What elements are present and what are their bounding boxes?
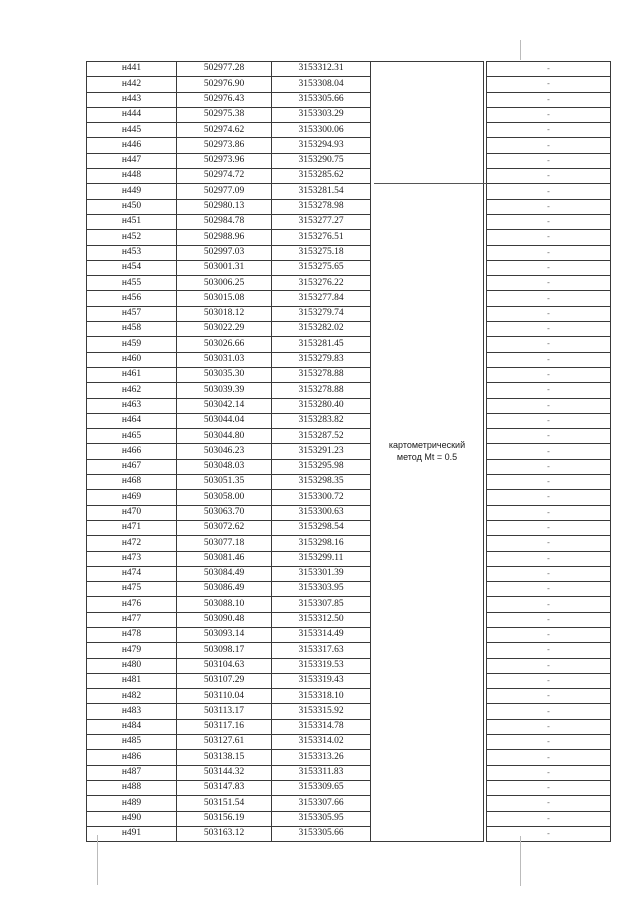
accuracy-cell: - (487, 643, 611, 658)
table-row (87, 627, 611, 642)
accuracy-cell: - (487, 444, 611, 459)
table-row (87, 291, 611, 306)
method-label: картометрический (388, 440, 466, 451)
coordinate-x: 503018.12 (177, 306, 272, 321)
coordinate-y: 3153300.06 (272, 123, 371, 138)
coordinate-x: 502988.96 (177, 230, 272, 245)
point-id: н485 (87, 735, 177, 750)
point-id: н448 (87, 169, 177, 184)
coordinate-x: 503046.23 (177, 444, 272, 459)
point-id: н459 (87, 337, 177, 352)
point-id: н487 (87, 765, 177, 780)
accuracy-cell: - (487, 475, 611, 490)
table-row (87, 643, 611, 658)
coordinate-x: 503051.35 (177, 475, 272, 490)
accuracy-cell: - (487, 704, 611, 719)
point-id: н461 (87, 367, 177, 382)
coordinate-x: 503077.18 (177, 536, 272, 551)
point-id: н480 (87, 658, 177, 673)
coordinate-x: 503117.16 (177, 719, 272, 734)
coordinate-y: 3153313.26 (272, 750, 371, 765)
scan-artifact (520, 836, 521, 886)
coordinate-y: 3153305.66 (272, 826, 371, 841)
coordinate-x: 503147.83 (177, 780, 272, 795)
coordinate-y: 3153307.85 (272, 597, 371, 612)
point-id: н481 (87, 673, 177, 688)
table-row (87, 796, 611, 811)
point-id: н470 (87, 505, 177, 520)
coordinate-x: 503088.10 (177, 597, 272, 612)
accuracy-cell: - (487, 92, 611, 107)
coordinate-x: 503026.66 (177, 337, 272, 352)
coordinate-y: 3153276.51 (272, 230, 371, 245)
table-row (87, 612, 611, 627)
coordinate-x: 503151.54 (177, 796, 272, 811)
accuracy-cell: - (487, 689, 611, 704)
point-id: н484 (87, 719, 177, 734)
table-row (87, 367, 611, 382)
table-row (87, 230, 611, 245)
point-id: н472 (87, 536, 177, 551)
point-id: н441 (87, 62, 177, 77)
coordinate-x: 503048.03 (177, 459, 272, 474)
coordinate-y: 3153282.02 (272, 322, 371, 337)
table-row (87, 245, 611, 260)
coordinate-x: 503156.19 (177, 811, 272, 826)
coordinate-x: 502976.43 (177, 92, 272, 107)
point-id: н453 (87, 245, 177, 260)
coordinate-y: 3153307.66 (272, 796, 371, 811)
coordinate-y: 3153281.54 (272, 184, 371, 199)
accuracy-cell: - (487, 367, 611, 382)
coordinate-y: 3153317.63 (272, 643, 371, 658)
point-id: н486 (87, 750, 177, 765)
table-row (87, 352, 611, 367)
coordinate-y: 3153308.04 (272, 77, 371, 92)
coordinate-y: 3153301.39 (272, 566, 371, 581)
coordinate-y: 3153318.10 (272, 689, 371, 704)
table-row (87, 505, 611, 520)
coordinate-y: 3153283.82 (272, 413, 371, 428)
point-id: н477 (87, 612, 177, 627)
table-row (87, 214, 611, 229)
coordinate-x: 503063.70 (177, 505, 272, 520)
coordinate-y: 3153298.35 (272, 475, 371, 490)
coordinates-table-body (87, 62, 611, 842)
coordinate-y: 3153278.98 (272, 199, 371, 214)
accuracy-cell: - (487, 459, 611, 474)
table-row (87, 704, 611, 719)
accuracy-cell: - (487, 291, 611, 306)
accuracy-cell: - (487, 826, 611, 841)
accuracy-cell: - (487, 214, 611, 229)
coordinate-y: 3153290.75 (272, 153, 371, 168)
accuracy-cell: - (487, 383, 611, 398)
point-id: н450 (87, 199, 177, 214)
point-id: н469 (87, 490, 177, 505)
accuracy-cell: - (487, 398, 611, 413)
coordinate-x: 502976.90 (177, 77, 272, 92)
coordinate-y: 3153319.43 (272, 673, 371, 688)
coordinate-x: 503086.49 (177, 582, 272, 597)
accuracy-cell: - (487, 612, 611, 627)
coordinate-x: 503110.04 (177, 689, 272, 704)
coordinate-x: 502977.09 (177, 184, 272, 199)
accuracy-cell: - (487, 582, 611, 597)
coordinate-y: 3153279.83 (272, 352, 371, 367)
point-id: н488 (87, 780, 177, 795)
coordinate-y: 3153315.92 (272, 704, 371, 719)
coordinate-y: 3153275.65 (272, 260, 371, 275)
accuracy-cell: - (487, 153, 611, 168)
coordinate-x: 503144.32 (177, 765, 272, 780)
point-id: н452 (87, 230, 177, 245)
table-row (87, 566, 611, 581)
coordinate-y: 3153314.02 (272, 735, 371, 750)
table-row (87, 153, 611, 168)
point-id: н479 (87, 643, 177, 658)
accuracy-cell: - (487, 123, 611, 138)
method-cell (371, 62, 484, 842)
point-id: н449 (87, 184, 177, 199)
point-id: н455 (87, 276, 177, 291)
accuracy-cell: - (487, 597, 611, 612)
table-row (87, 459, 611, 474)
coordinate-y: 3153305.66 (272, 92, 371, 107)
table-row (87, 123, 611, 138)
coordinate-x: 503031.03 (177, 352, 272, 367)
accuracy-cell: - (487, 352, 611, 367)
table-row (87, 306, 611, 321)
table-row (87, 92, 611, 107)
accuracy-cell: - (487, 276, 611, 291)
accuracy-cell: - (487, 322, 611, 337)
table-row (87, 107, 611, 122)
point-id: н483 (87, 704, 177, 719)
coordinate-y: 3153314.49 (272, 627, 371, 642)
accuracy-cell: - (487, 260, 611, 275)
coordinate-x: 503127.61 (177, 735, 272, 750)
accuracy-cell: - (487, 138, 611, 153)
accuracy-cell: - (487, 536, 611, 551)
accuracy-cell: - (487, 627, 611, 642)
point-id: н475 (87, 582, 177, 597)
accuracy-cell: - (487, 658, 611, 673)
point-id: н444 (87, 107, 177, 122)
coordinate-y: 3153281.45 (272, 337, 371, 352)
point-id: н463 (87, 398, 177, 413)
accuracy-cell: - (487, 245, 611, 260)
coordinate-x: 502977.28 (177, 62, 272, 77)
coordinate-y: 3153279.74 (272, 306, 371, 321)
table-row (87, 551, 611, 566)
accuracy-cell: - (487, 566, 611, 581)
table-row (87, 490, 611, 505)
coordinate-y: 3153311.83 (272, 765, 371, 780)
coordinate-y: 3153295.98 (272, 459, 371, 474)
point-id: н451 (87, 214, 177, 229)
point-id: н443 (87, 92, 177, 107)
coordinate-x: 503022.29 (177, 322, 272, 337)
point-id: н473 (87, 551, 177, 566)
table-row (87, 184, 611, 199)
coordinate-x: 503081.46 (177, 551, 272, 566)
point-id: н478 (87, 627, 177, 642)
coordinate-y: 3153299.11 (272, 551, 371, 566)
coordinate-y: 3153276.22 (272, 276, 371, 291)
table-row (87, 276, 611, 291)
table-row (87, 750, 611, 765)
table-row (87, 520, 611, 535)
accuracy-cell: - (487, 413, 611, 428)
method-divider (374, 183, 487, 184)
coordinate-x: 503058.00 (177, 490, 272, 505)
coordinate-x: 503006.25 (177, 276, 272, 291)
accuracy-cell: - (487, 796, 611, 811)
point-id: н445 (87, 123, 177, 138)
table-row (87, 383, 611, 398)
coordinate-x: 503042.14 (177, 398, 272, 413)
coordinate-x: 503113.17 (177, 704, 272, 719)
coordinate-x: 502997.03 (177, 245, 272, 260)
coordinate-x: 502973.96 (177, 153, 272, 168)
point-id: н458 (87, 322, 177, 337)
table-row (87, 322, 611, 337)
table-row (87, 62, 611, 77)
accuracy-cell: - (487, 184, 611, 199)
table-row (87, 413, 611, 428)
scan-artifact (520, 40, 521, 60)
table-row (87, 199, 611, 214)
coordinate-x: 503015.08 (177, 291, 272, 306)
accuracy-cell: - (487, 551, 611, 566)
coordinate-y: 3153291.23 (272, 444, 371, 459)
scan-artifact (97, 835, 98, 885)
coordinate-y: 3153309.65 (272, 780, 371, 795)
coordinate-x: 503093.14 (177, 627, 272, 642)
table-row (87, 597, 611, 612)
table-row (87, 260, 611, 275)
point-id: н442 (87, 77, 177, 92)
coordinate-x: 503104.63 (177, 658, 272, 673)
table-row (87, 169, 611, 184)
table-row (87, 444, 611, 459)
coordinate-y: 3153300.63 (272, 505, 371, 520)
coordinate-y: 3153278.88 (272, 383, 371, 398)
coordinate-x: 503084.49 (177, 566, 272, 581)
accuracy-cell: - (487, 169, 611, 184)
coordinate-x: 503090.48 (177, 612, 272, 627)
point-id: н476 (87, 597, 177, 612)
accuracy-cell: - (487, 490, 611, 505)
accuracy-cell: - (487, 429, 611, 444)
coordinate-y: 3153305.95 (272, 811, 371, 826)
table-row (87, 536, 611, 551)
coordinate-x: 503039.39 (177, 383, 272, 398)
accuracy-cell: - (487, 719, 611, 734)
accuracy-cell: - (487, 765, 611, 780)
accuracy-cell: - (487, 306, 611, 321)
coordinate-y: 3153277.27 (272, 214, 371, 229)
table-row (87, 475, 611, 490)
accuracy-cell: - (487, 77, 611, 92)
coordinate-x: 502974.72 (177, 169, 272, 184)
table-row (87, 582, 611, 597)
table-row (87, 780, 611, 795)
accuracy-cell: - (487, 811, 611, 826)
table-row (87, 138, 611, 153)
coordinate-y: 3153319.53 (272, 658, 371, 673)
point-id: н482 (87, 689, 177, 704)
accuracy-cell: - (487, 735, 611, 750)
point-id: н446 (87, 138, 177, 153)
coordinate-y: 3153312.50 (272, 612, 371, 627)
coordinate-y: 3153298.16 (272, 536, 371, 551)
accuracy-cell: - (487, 199, 611, 214)
accuracy-cell: - (487, 780, 611, 795)
accuracy-cell: - (487, 337, 611, 352)
point-id: н460 (87, 352, 177, 367)
table-row (87, 77, 611, 92)
point-id: н456 (87, 291, 177, 306)
coordinate-x: 502984.78 (177, 214, 272, 229)
table-row (87, 735, 611, 750)
coordinate-y: 3153277.84 (272, 291, 371, 306)
point-id: н474 (87, 566, 177, 581)
table-row (87, 658, 611, 673)
coordinate-x: 503001.31 (177, 260, 272, 275)
coordinate-y: 3153285.62 (272, 169, 371, 184)
coordinate-x: 502974.62 (177, 123, 272, 138)
coordinate-y: 3153314.78 (272, 719, 371, 734)
point-id: н471 (87, 520, 177, 535)
coordinate-x: 502973.86 (177, 138, 272, 153)
coordinate-y: 3153298.54 (272, 520, 371, 535)
coordinate-x: 503044.04 (177, 413, 272, 428)
table-row (87, 398, 611, 413)
point-id: н462 (87, 383, 177, 398)
accuracy-cell: - (487, 62, 611, 77)
coordinates-table (86, 61, 611, 842)
coordinate-x: 502975.38 (177, 107, 272, 122)
point-id: н447 (87, 153, 177, 168)
accuracy-cell: - (487, 230, 611, 245)
point-id: н464 (87, 413, 177, 428)
coordinate-y: 3153300.72 (272, 490, 371, 505)
accuracy-cell: - (487, 107, 611, 122)
point-id: н466 (87, 444, 177, 459)
coordinate-y: 3153294.93 (272, 138, 371, 153)
table-row (87, 429, 611, 444)
table-row (87, 765, 611, 780)
coordinate-x: 503163.12 (177, 826, 272, 841)
coordinate-y: 3153312.31 (272, 62, 371, 77)
point-id: н490 (87, 811, 177, 826)
point-id: н454 (87, 260, 177, 275)
table-row (87, 826, 611, 841)
point-id: н467 (87, 459, 177, 474)
coordinate-x: 503072.62 (177, 520, 272, 535)
accuracy-cell: - (487, 673, 611, 688)
coordinate-y: 3153303.95 (272, 582, 371, 597)
coordinate-x: 503044.80 (177, 429, 272, 444)
accuracy-cell: - (487, 520, 611, 535)
coordinate-y: 3153278.88 (272, 367, 371, 382)
coordinate-x: 503138.15 (177, 750, 272, 765)
accuracy-cell: - (487, 750, 611, 765)
coordinate-x: 503098.17 (177, 643, 272, 658)
coordinate-y: 3153287.52 (272, 429, 371, 444)
table-row (87, 719, 611, 734)
point-id: н491 (87, 826, 177, 841)
coordinate-y: 3153303.29 (272, 107, 371, 122)
table-row (87, 337, 611, 352)
accuracy-cell: - (487, 505, 611, 520)
coordinate-y: 3153280.40 (272, 398, 371, 413)
table-row (87, 811, 611, 826)
coordinate-x: 502980.13 (177, 199, 272, 214)
table-row (87, 689, 611, 704)
point-id: н457 (87, 306, 177, 321)
coordinate-y: 3153275.18 (272, 245, 371, 260)
table-row (87, 673, 611, 688)
method-accuracy: метод Mt = 0.5 (396, 451, 458, 462)
coordinate-x: 503107.29 (177, 673, 272, 688)
point-id: н489 (87, 796, 177, 811)
coordinate-x: 503035.30 (177, 367, 272, 382)
point-id: н465 (87, 429, 177, 444)
point-id: н468 (87, 475, 177, 490)
